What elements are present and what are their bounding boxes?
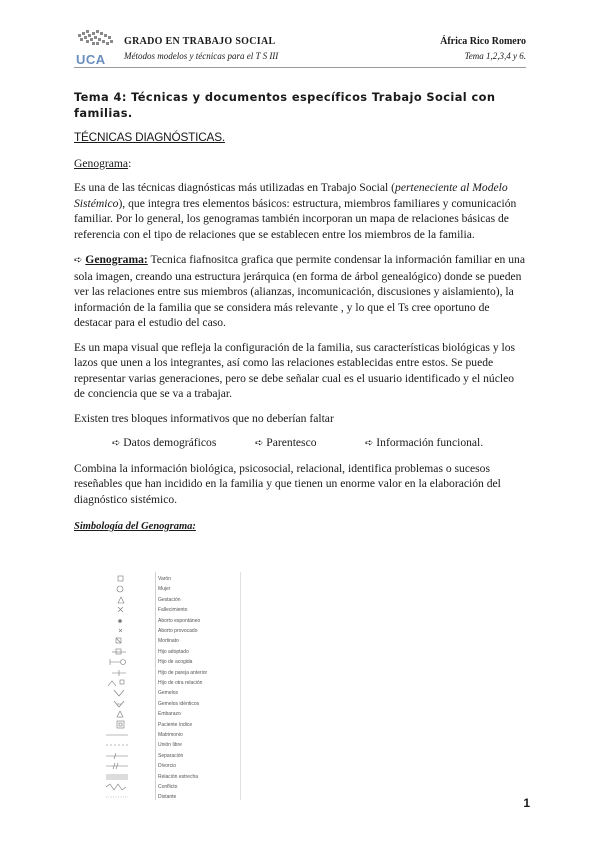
- legend-symbol-icon: [82, 709, 130, 719]
- legend-label: Mortinato: [158, 638, 179, 645]
- legend-label: Gemelos: [158, 690, 179, 697]
- legend-symbol-icon: [82, 657, 130, 667]
- info-blocks-list: [74, 435, 526, 452]
- legend-symbol-icon: [82, 678, 130, 688]
- legend-divider: [155, 572, 156, 800]
- genograma-heading-colon: :: [128, 156, 132, 170]
- legend-label: Gestación: [158, 596, 181, 603]
- legend-label: Conflicto: [158, 784, 178, 790]
- legend-symbol-icon: [82, 720, 130, 730]
- arrow-bullet-icon: ➪: [255, 438, 264, 449]
- header-divider: [74, 67, 526, 68]
- legend-symbol-icon: [82, 792, 130, 802]
- header-right: [440, 36, 526, 61]
- legend-symbol-icon: [82, 626, 130, 636]
- legend-label: Paciente índice: [158, 721, 193, 728]
- legend-label: Distante: [158, 794, 177, 801]
- logo-text: UCA: [76, 52, 106, 67]
- legend-symbol-icon: [82, 699, 130, 709]
- legend-symbol-icon: [82, 616, 130, 626]
- topics-label: Tema 1,2,3,4 y 6.: [464, 51, 526, 61]
- legend-symbol-icon: [82, 740, 130, 750]
- arrow-bullet-icon: ➪: [365, 438, 374, 449]
- legend-label: Gemelos idénticos: [158, 700, 200, 707]
- legend-symbol-icon: [82, 761, 130, 771]
- legend-label: Varón: [158, 576, 171, 582]
- legend-symbol-icon: [82, 668, 130, 678]
- document-body: [74, 90, 526, 535]
- paragraph-intro: [74, 180, 526, 242]
- legend-label: Hijo de otra relación: [158, 680, 203, 686]
- definition-text: Tecnica fiafnositca grafica que permite condensar la información familiar en una sola imagen, creando una estructura jerárquica (en forma de árbol genealógico) donde se pueden ver las relaciones entre sus miembros (alianzas, incomunicación, discusiones y aislamiento), la información de la familia que se considera más relevante , y lo que el Ts cree oportuno de destacar para el estudio del caso.: [74, 253, 525, 329]
- legend-label: Relación estrecha: [158, 773, 199, 780]
- header-left: [124, 36, 278, 61]
- legend-symbol-icon: [82, 574, 130, 584]
- genogram-symbol-legend: [82, 572, 252, 812]
- page-number: 1: [523, 796, 530, 810]
- legend-symbol-icon: [82, 584, 130, 594]
- subsection-heading: [74, 156, 526, 172]
- legend-symbol-icon: [82, 688, 130, 698]
- course-subtitle: Métodos modelos y técnicas para el T S III: [124, 51, 279, 61]
- symbology-heading: Simbología del Genograma:: [74, 521, 196, 532]
- legend-label: Fallecimiento: [158, 607, 188, 614]
- legend-symbol-icon: [82, 730, 130, 740]
- section-heading: TÉCNICAS DIAGNÓSTICAS.: [74, 130, 225, 144]
- paragraph-combination: Combina la información biológica, psicosocial, relacional, identifica problemas o sucesos reseñables que han incidido en la familia y que tienen un enorme valor en la elaboración del diagnóstico sistémico.: [74, 461, 501, 506]
- legend-border: [240, 572, 241, 800]
- legend-label: Mujer: [158, 586, 171, 593]
- legend-symbol-icon: [82, 782, 130, 792]
- legend-symbol-icon: [82, 772, 130, 782]
- legend-symbol-icon: [82, 636, 130, 646]
- list-item: ➪ Datos demográficos: [112, 435, 255, 452]
- legend-symbol-icon: [82, 605, 130, 615]
- arrow-bullet-icon: ➪: [74, 255, 83, 266]
- legend-label: Separación: [158, 752, 184, 759]
- legend-label: Aborto espontáneo: [158, 617, 201, 624]
- legend-symbol-icon: [82, 595, 130, 605]
- author-name: África Rico Romero: [440, 36, 526, 47]
- p1-part-b: ), que integra tres elementos básicos: estructura, miembros familiares y comunicación familiar. Por lo general, los genogramas también incorporan un mapa de relaciones básicas de referencia con el tipo de relaciones que se establecen entre los miembros de la familia.: [74, 196, 517, 241]
- arrow-bullet-icon: ➪: [112, 438, 121, 449]
- course-title: GRADO EN TRABAJO SOCIAL: [124, 36, 276, 47]
- topic-heading: Tema 4: Técnicas y documentos específicos Trabajo Social con familias.: [74, 90, 496, 120]
- legend-label: Embarazo: [158, 711, 181, 718]
- paragraph-blocks: Existen tres bloques informativos que no deberían faltar: [74, 411, 334, 425]
- legend-label: Hijo de pareja anterior: [158, 669, 208, 676]
- list-item: ➪ Información funcional.: [365, 435, 483, 452]
- legend-label: Matrimonio: [158, 732, 183, 738]
- p1-part-a: Es una de las técnicas diagnósticas más utilizadas en Trabajo Social (: [74, 181, 396, 194]
- list-item: ➪ Parentesco: [255, 435, 365, 452]
- legend-label: Hijo adoptado: [158, 648, 189, 655]
- legend-label: Unión libre: [158, 742, 182, 749]
- legend-label: Aborto provocado: [158, 628, 198, 634]
- definition-term: Genograma:: [85, 253, 148, 266]
- legend-label: Divorcio: [158, 763, 177, 770]
- legend-symbol-icon: [82, 647, 130, 657]
- paragraph-visual-map: Es un mapa visual que refleja la configuración de la familia, sus características biológicas y los lazos que unen a los integrantes, así como las relaciones establecidas entre estos. Se puede representar varias generaciones, pero se debe señalar cual es el usuario identificado y el núcleo de conciencia que se va a trabajar.: [74, 340, 516, 400]
- legend-label: Hijo de acogida: [158, 659, 193, 666]
- legend-symbol-icon: [82, 751, 130, 761]
- genograma-heading-text: Genograma: [74, 156, 129, 170]
- paragraph-definition: [74, 252, 526, 331]
- p1-emphasis: perteneciente al Modelo Sistémico: [74, 181, 508, 210]
